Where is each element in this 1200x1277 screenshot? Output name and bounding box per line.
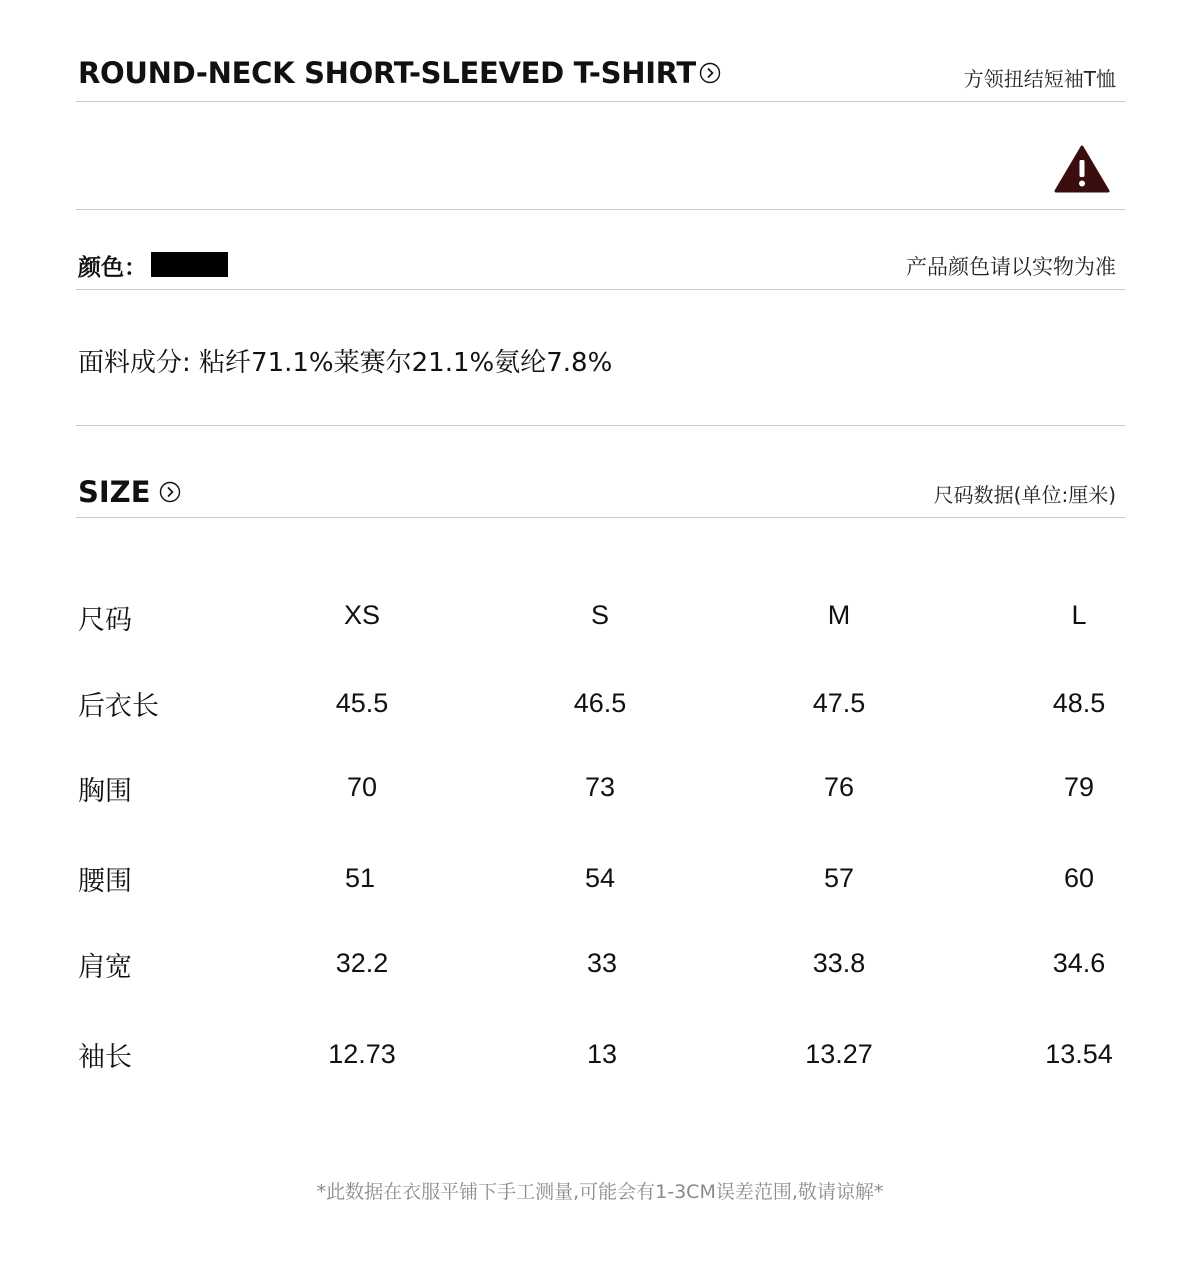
table-row-label: 袖长 bbox=[78, 1042, 132, 1073]
circle-chevron-right-icon bbox=[159, 481, 181, 503]
table-cell: 33.8 bbox=[812, 948, 866, 978]
divider bbox=[76, 101, 1125, 102]
table-cell: 47.5 bbox=[812, 688, 866, 718]
divider bbox=[76, 517, 1125, 518]
size-title: SIZE bbox=[78, 475, 151, 509]
table-cell: 48.5 bbox=[1052, 688, 1106, 718]
table-cell: 45.5 bbox=[335, 688, 389, 718]
divider bbox=[76, 289, 1125, 290]
table-header-cell: M bbox=[827, 600, 851, 630]
size-title-row bbox=[78, 475, 181, 509]
table-header-cell: S bbox=[590, 600, 609, 630]
table-cell: 46.5 bbox=[573, 688, 627, 718]
color-label: 颜色： bbox=[78, 255, 147, 281]
fabric-composition: 面料成分: 粘纤71.1%莱赛尔21.1%氨纶7.8% bbox=[78, 348, 613, 378]
table-cell: 70 bbox=[346, 772, 378, 802]
table-row-label: 后衣长 bbox=[78, 691, 159, 722]
measurement-footnote: *此数据在衣服平铺下手工测量,可能会有1-3CM误差范围,敬请谅解* bbox=[316, 1181, 884, 1203]
table-cell: 13 bbox=[586, 1039, 618, 1069]
table-row-label: 腰围 bbox=[78, 866, 132, 897]
table-header-cell: XS bbox=[343, 600, 381, 630]
divider bbox=[76, 209, 1125, 210]
table-cell: 60 bbox=[1063, 863, 1095, 893]
table-cell: 51 bbox=[344, 863, 376, 893]
circle-chevron-right-icon bbox=[699, 62, 721, 84]
product-title: ROUND-NECK SHORT-SLEEVED T-SHIRT bbox=[78, 56, 696, 90]
table-cell: 32.2 bbox=[335, 948, 389, 978]
table-cell: 34.6 bbox=[1052, 948, 1106, 978]
table-row-label: 胸围 bbox=[78, 776, 132, 807]
color-swatch bbox=[151, 252, 228, 277]
table-cell: 33 bbox=[586, 948, 618, 978]
product-title-row bbox=[78, 56, 721, 90]
table-cell: 13.27 bbox=[805, 1039, 873, 1069]
divider bbox=[76, 425, 1125, 426]
table-cell: 79 bbox=[1063, 772, 1095, 802]
table-cell: 57 bbox=[823, 863, 855, 893]
table-header-cell: L bbox=[1071, 600, 1087, 630]
table-cell: 73 bbox=[584, 772, 616, 802]
table-cell: 13.54 bbox=[1045, 1039, 1113, 1069]
table-cell: 76 bbox=[823, 772, 855, 802]
warning-triangle-icon bbox=[1054, 144, 1110, 194]
table-header-label: 尺码 bbox=[78, 605, 132, 636]
product-subtitle-cn: 方领扭结短袖T恤 bbox=[963, 67, 1116, 91]
table-row-label: 肩宽 bbox=[78, 952, 132, 983]
table-cell: 54 bbox=[584, 863, 616, 893]
table-cell: 12.73 bbox=[328, 1039, 396, 1069]
color-note: 产品颜色请以实物为准 bbox=[906, 255, 1116, 279]
size-unit-note: 尺码数据(单位:厘米) bbox=[933, 483, 1116, 507]
